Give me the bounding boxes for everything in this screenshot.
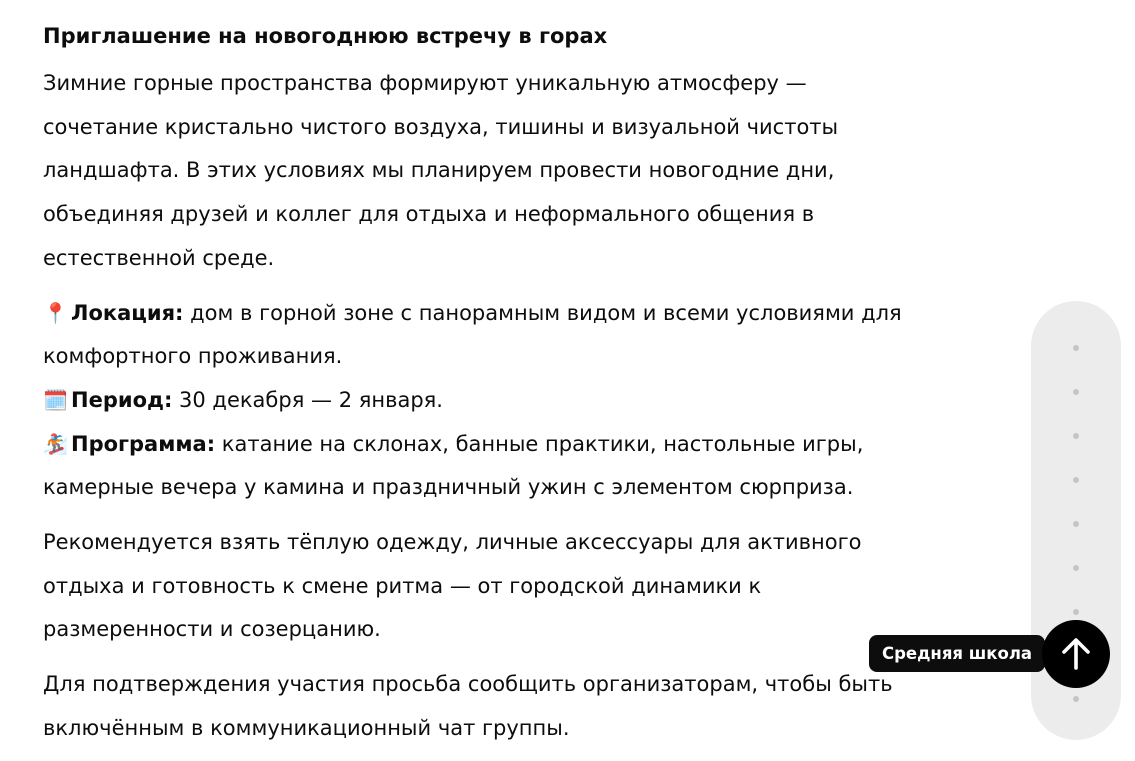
rail-marker[interactable] — [1073, 696, 1079, 702]
arrow-up-icon — [1060, 637, 1092, 671]
snowboarder-icon: 🏂 — [43, 431, 68, 456]
round-pushpin-icon: 📍 — [43, 300, 68, 325]
list-item-program — [43, 423, 973, 510]
scroll-up-button[interactable] — [1042, 620, 1110, 688]
intro-paragraph: Зимние горные пространства формируют уникальную атмосферу — сочетание кристально чистого воздуха, тишины и визуальной чистоты ландшафта. В этих условиях мы планируем провести новогодние дни, объединяя друзей и коллег для отдыха и неформального общения в естественной среде. — [43, 71, 839, 270]
location-label: Локация: — [71, 300, 184, 325]
period-label: Период: — [71, 387, 173, 412]
rail-marker[interactable] — [1073, 565, 1079, 571]
message-content — [43, 18, 973, 751]
advice-paragraph: Рекомендуется взять тёплую одежду, личные аксессуары для активного отдыха и готовность к смене ритма — от городской динамики к размеренности и созерцанию. — [43, 530, 862, 642]
rail-marker[interactable] — [1073, 477, 1079, 483]
rail-tooltip: Средняя школа — [869, 635, 1045, 672]
rail-marker[interactable] — [1073, 609, 1079, 615]
rail-marker[interactable] — [1073, 389, 1079, 395]
location-text: дом в горной зоне с панорамным видом и всеми условиями для комфортного проживания. — [43, 300, 902, 369]
list-item-location — [43, 292, 973, 379]
period-text: 30 декабря — 2 января. — [172, 387, 443, 412]
rail-marker[interactable] — [1073, 345, 1079, 351]
program-label: Программа: — [71, 431, 216, 456]
closing-paragraph: Для подтверждения участия просьба сообщить организаторам, чтобы быть включённым в коммуникационный чат группы. — [43, 672, 893, 740]
article-title: Приглашение на новогоднюю встречу в горах — [43, 24, 608, 48]
program-text: катание на склонах, банные практики, настольные игры, камерные вечера у камина и праздничный ужин с элементом сюрприза. — [43, 431, 864, 500]
list-item-period — [43, 379, 973, 423]
rail-marker[interactable] — [1073, 433, 1079, 439]
rail-marker[interactable] — [1073, 521, 1079, 527]
calendar-icon: 🗓️ — [43, 387, 68, 412]
